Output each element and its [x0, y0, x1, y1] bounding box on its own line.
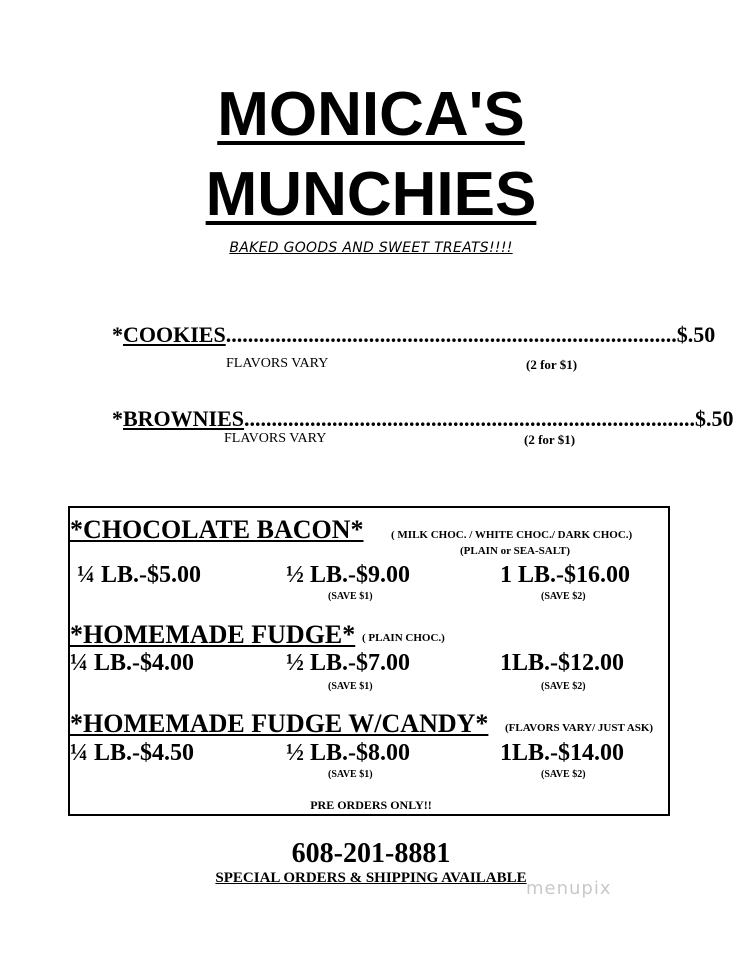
section-note: (FLAVORS VARY/ JUST ASK) — [505, 722, 654, 734]
save-one-lb: (SAVE $2) — [541, 591, 586, 602]
item-deal: (2 for $1) — [526, 357, 578, 372]
item-name: BROWNIES — [123, 406, 245, 431]
title-line-2: MUNCHIES — [205, 160, 537, 229]
menu-item-brownies — [112, 406, 734, 432]
pre-orders-note: PRE ORDERS ONLY!! — [310, 798, 432, 812]
special-orders-note: SPECIAL ORDERS & SHIPPING AVAILABLE — [215, 870, 527, 886]
item-name: COOKIES — [123, 322, 226, 347]
item-dots: .................................................................................. — [244, 406, 696, 431]
watermark-logo: menupix — [526, 878, 612, 899]
save-one-lb: (SAVE $2) — [541, 681, 586, 692]
phone-number: 608-201-8881 — [291, 838, 451, 869]
item-price: $.50 — [695, 406, 734, 431]
tagline: BAKED GOODS AND SWEET TREATS!!!! — [229, 240, 513, 256]
item-star: * — [112, 406, 123, 431]
save-half-lb: (SAVE $1) — [328, 681, 373, 692]
price-half-lb: ½ LB.-$8.00 — [286, 740, 411, 766]
section-title-homemade-fudge: *HOMEMADE FUDGE* — [70, 620, 356, 649]
item-flavors: FLAVORS VARY — [224, 431, 327, 446]
section-note: ( PLAIN CHOC.) — [362, 632, 445, 644]
price-quarter-lb: ¼ LB.-$4.50 — [70, 740, 195, 766]
save-half-lb: (SAVE $1) — [328, 591, 373, 602]
save-half-lb: (SAVE $1) — [328, 769, 373, 780]
item-star: * — [112, 322, 123, 347]
item-flavors: FLAVORS VARY — [226, 356, 329, 371]
item-price: $.50 — [676, 322, 716, 347]
section-note: ( MILK CHOC. / WHITE CHOC./ DARK CHOC.) — [391, 529, 633, 541]
section-note-2: (PLAIN or SEA-SALT) — [460, 545, 571, 557]
section-title-chocolate-bacon: *CHOCOLATE BACON* — [70, 515, 364, 544]
price-quarter-lb: ¼ LB.-$5.00 — [77, 562, 202, 588]
price-quarter-lb: ¼ LB.-$4.00 — [70, 650, 195, 676]
price-one-lb: 1LB.-$14.00 — [500, 740, 625, 766]
item-dots: .................................................................................. — [225, 322, 677, 347]
price-half-lb: ½ LB.-$9.00 — [286, 562, 411, 588]
item-deal: (2 for $1) — [524, 432, 576, 447]
section-title-fudge-with-candy: *HOMEMADE FUDGE W/CANDY* — [70, 709, 489, 738]
save-one-lb: (SAVE $2) — [541, 769, 586, 780]
price-one-lb: 1LB.-$12.00 — [500, 650, 625, 676]
menu-item-cookies — [112, 322, 716, 348]
price-one-lb: 1 LB.-$16.00 — [500, 562, 631, 588]
price-half-lb: ½ LB.-$7.00 — [286, 650, 411, 676]
title-line-1: MONICA'S — [217, 80, 525, 149]
